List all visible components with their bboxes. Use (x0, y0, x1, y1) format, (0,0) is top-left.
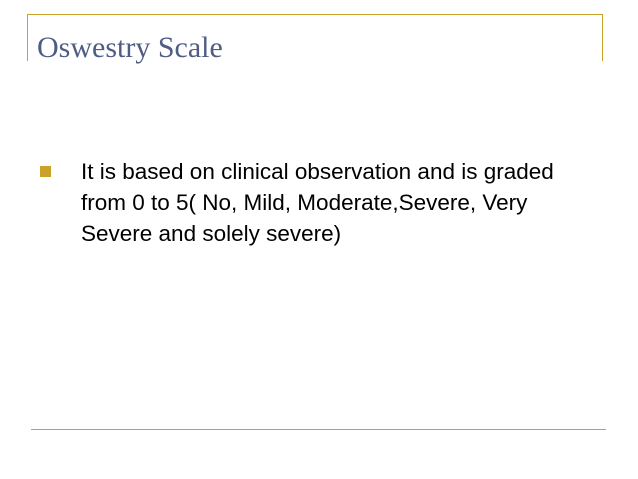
bullet-text: It is based on clinical observation and is graded from 0 to 5( No, Mild, Moderate,Severe, Very Severe and solely severe) (81, 159, 554, 246)
title-frame-top-line (27, 14, 602, 15)
slide-title: Oswestry Scale (37, 31, 223, 64)
title-frame-right-line (602, 14, 603, 61)
footer-divider (31, 429, 606, 430)
square-bullet-icon (40, 166, 51, 177)
title-frame-left-line (27, 14, 28, 61)
